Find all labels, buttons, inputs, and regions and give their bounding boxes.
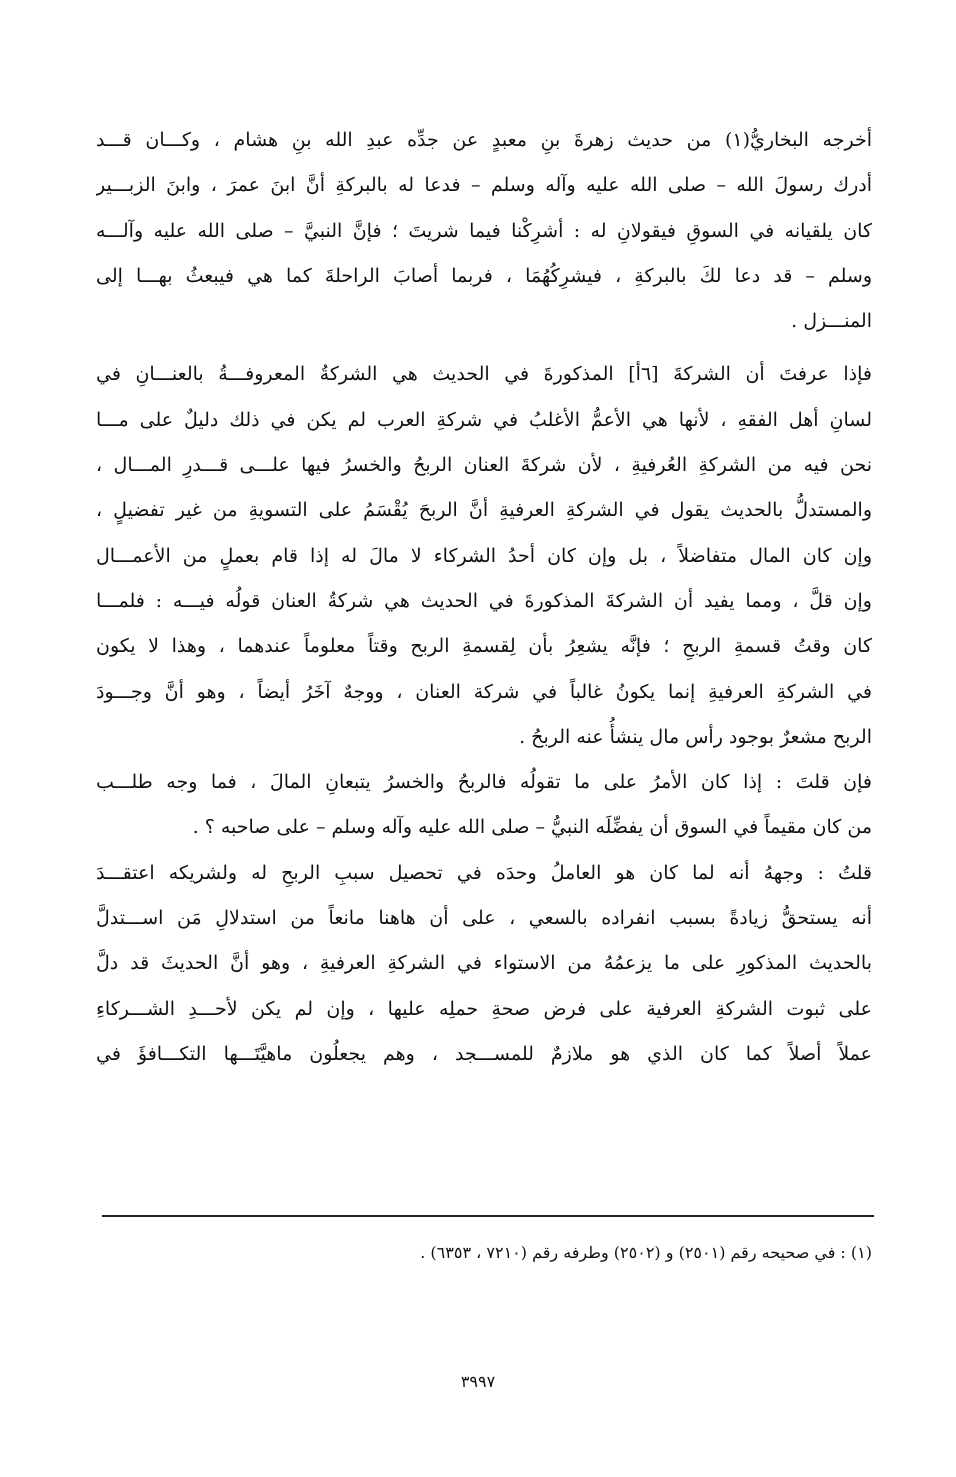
footnote-separator — [102, 1215, 874, 1217]
text-line: من كان مقيماً في السوق أن يفضِّلَه النبيُّ – صلى الله عليه وآله وسلم – على صاحبه ؟ . — [192, 816, 872, 839]
footnote: (١) : في صحيحه رقم (٢٥٠١) و (٢٥٠٢) وطرفه رقم (٧٢١٠ ، ٦٣٥٣) . — [420, 1243, 872, 1262]
text-line: لسانِ أهل الفقهِ ، لأنها هي الأعمُّ الأغلبُ في شركةِ العرب لم يكن في ذلك دليلٌ على مـــا — [96, 408, 872, 431]
text-line: المنـــزل . — [791, 310, 872, 333]
text-line: في الشركةِ العرفيةِ إنما يكونُ غالباً في شركة العنان ، ووجهٌ آخَرُ أيضاً ، وهو أنَّ وجـــودَ — [96, 680, 872, 703]
text-line: أخرجه البخاريُّ(١) من حديث زهرةَ بنِ معبدٍ عن جدِّه عبدِ الله بنِ هشام ، وكـــان قـــد — [96, 129, 872, 151]
text-line: أنه يستحقُّ زيادةً بسبب انفراده بالسعي ، على أن هاهنا مانعاً من استدلالِ مَن اســـتدلَّ — [96, 907, 872, 930]
text-line: قلتُ : وجههُ أنه لما كان هو العاملُ وحدَه في تحصيل سببِ الربحِ له ولشريكه اعتقـــدَ — [96, 861, 872, 884]
text-line: بالحديث المذكورِ على ما يزعمُهُ من الاستواء في الشركةِ العرفيةِ ، وهو أنَّ الحديثَ قد دلَّ — [96, 952, 872, 975]
body-text — [96, 118, 872, 1077]
text-line: نحن فيه من الشركةِ العُرفيةِ ، لأن شركةَ العنان الربحُ والخسرُ فيها علـــى قـــدرِ المـــال ، — [96, 454, 872, 477]
text-line: كان وقتُ قسمةِ الربحِ ؛ فإنَّه يشعِرُ بأن لِقسمةِ الربح وقتاً معلوماً عندهما ، وهذا لا يكون — [96, 635, 872, 658]
page-number: ٣٩٩٧ — [460, 1372, 496, 1391]
text-line: فإن قلتَ : إذا كان الأمرُ على ما تقولُه فالربحُ والخسرُ يتبعانِ المالَ ، فما وجه طلـــب — [96, 771, 872, 794]
text-line: والمستدلُّ بالحديث يقول في الشركةِ العرفيةِ أنَّ الربحَ يُقْسَمُ على التسويةِ من غير تفضيلٍ ، — [96, 499, 872, 522]
text-line: وإن كان المال متفاضلاً ، بل وإن كان أحدُ الشركاء لا مالَ له إذا قام بعملٍ من الأعمـــال — [96, 544, 872, 567]
text-line: الربح مشعرٌ بوجود رأس مال ينشأُ عنه الربحُ . — [519, 725, 872, 748]
text-line: كان يلقيانه في السوقِ فيقولانِ له : أشرِكْنا فيما شريتَ ؛ فإنَّ النبيَّ – صلى الله عليه وآلـــه — [96, 219, 872, 242]
text-line: وإن قلَّ ، ومما يفيد أن الشركةَ المذكورةَ في الحديث هي شركةُ العنان قولُه فيـــه : فلمـــا — [96, 589, 872, 612]
text-line: أدرك رسولَ الله – صلى الله عليه وآله وسلم – فدعا له بالبركةِ أنَّ ابنَ عمرَ ، وابنَ الزبـــير — [96, 174, 872, 197]
text-line: عملاً أصلاً كما كان الذي هو ملازمٌ للمســـجد ، وهم يجعلُون ماهيَّتَـــها التكـــافؤَ في — [96, 1042, 872, 1065]
text-line: على ثبوت الشركةِ العرفية على فرض صحةِ حملِه عليها ، وإن لم يكن لأحـــدِ الشـــركاءِ — [96, 997, 872, 1020]
text-line: وسلم – قد دعا لكَ بالبركةِ ، فيشرِكُهُمَا ، فربما أصابَ الراحلةَ كما هي فيبعثُ بهـــا إلى — [96, 264, 872, 287]
text-line: فإذا عرفتَ أن الشركةَ [٦أ] المذكورةَ في الحديث هي الشركةُ المعروفـــةُ بالعنـــانِ في — [96, 363, 872, 386]
